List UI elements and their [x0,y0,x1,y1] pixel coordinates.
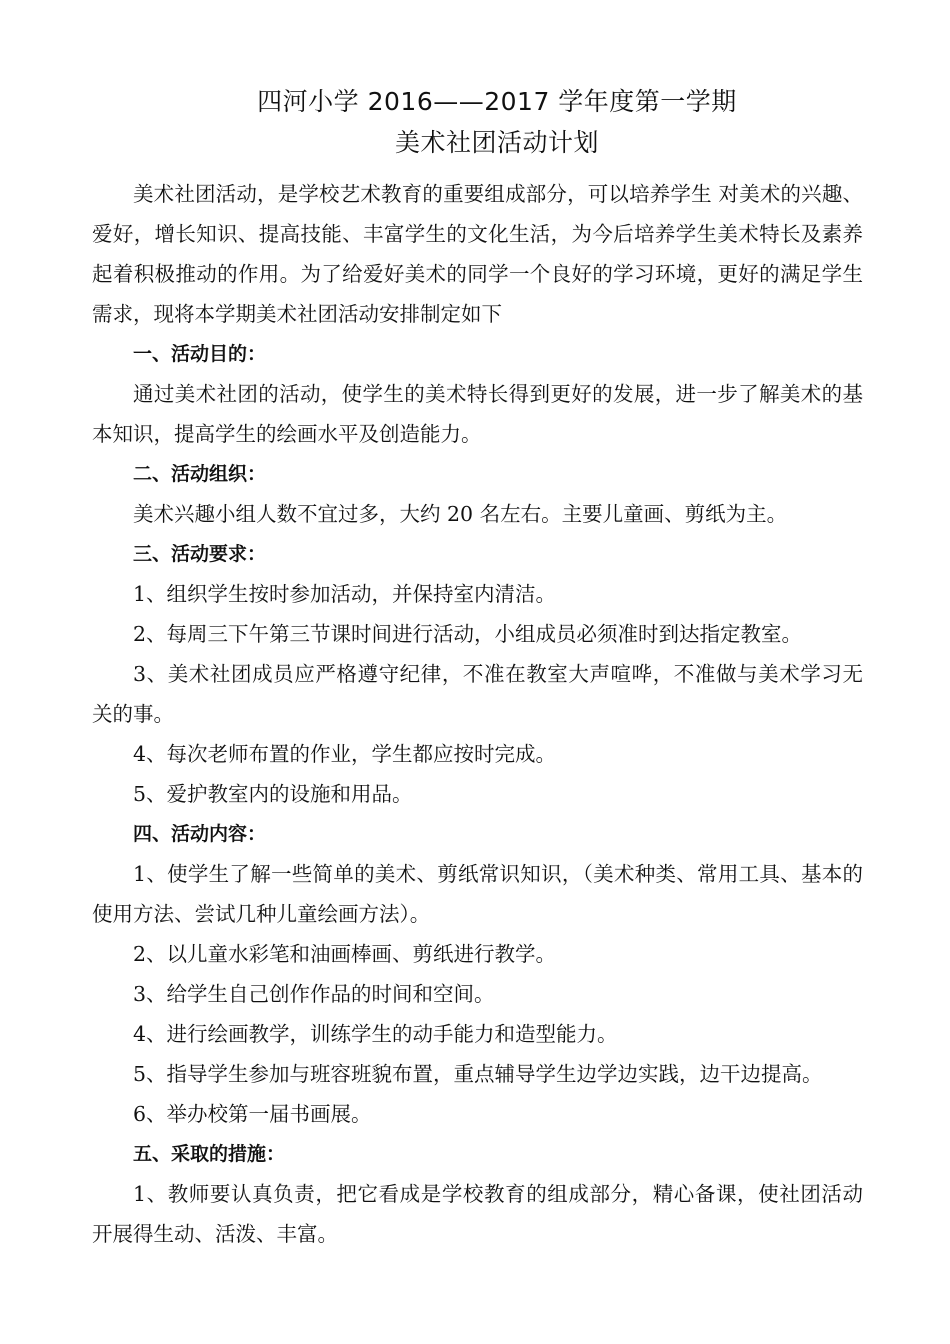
list-item: 6、举办校第一届书画展。 [133,1102,372,1126]
list-item: 1、使学生了解一些简单的美术、剪纸常识知识，（美术种类、常用工具、基本的使用方法、尝试几种儿童绘画方法）。 [92,862,863,926]
list-item: 2、每周三下午第三节课时间进行活动，小组成员必须准时到达指定教室。 [133,622,803,646]
section-paragraph: 美术兴趣小组人数不宜过多，大约 20 名左右。主要儿童画、剪纸为主。 [133,502,788,526]
document-title-line1: 四河小学 2016——2017 学年度第一学期 [257,87,737,116]
list-item: 3、美术社团成员应严格遵守纪律，不准在教室大声喧哗，不准做与美术学习无关的事。 [92,662,863,726]
section-paragraph: 通过美术社团的活动，使学生的美术特长得到更好的发展，进一步了解美术的基本知识，提高学生的绘画水平及创造能力。 [92,382,863,446]
document-body [92,174,863,1254]
list-item: 3、给学生自己创作作品的时间和空间。 [133,982,495,1006]
list-item: 1、组织学生按时参加活动，并保持室内清洁。 [133,582,557,606]
section-heading-purpose: 一、活动目的： [133,343,267,365]
list-item: 5、爱护教室内的设施和用品。 [133,782,413,806]
section-heading-measures: 五、采取的措施： [133,1143,286,1165]
section-heading-organization: 二、活动组织： [133,463,267,485]
list-item: 4、进行绘画教学，训练学生的动手能力和造型能力。 [133,1022,618,1046]
section-heading-requirements: 三、活动要求： [133,543,267,565]
list-item: 1、教师要认真负责，把它看成是学校教育的组成部分，精心备课，使社团活动开展得生动、活泼、丰富。 [92,1182,863,1246]
list-item: 4、每次老师布置的作业，学生都应按时完成。 [133,742,557,766]
intro-paragraph: 美术社团活动，是学校艺术教育的重要组成部分，可以培养学生 对美术的兴趣、爱好，增长知识、提高技能、丰富学生的文化生活，为今后培养学生美术特长及素养起着积极推动的作用。为了给爱好美术的同学一个良好的学习环境，更好的满足学生需求，现将本学期美术社团活动安排制定如下 [92,182,863,326]
section-heading-content: 四、活动内容： [133,823,267,845]
document-title-line2: 美术社团活动计划 [394,128,599,157]
list-item: 2、以儿童水彩笔和油画棒画、剪纸进行教学。 [133,942,557,966]
list-item: 5、指导学生参加与班容班貌布置，重点辅导学生边学边实践，边干边提高。 [133,1062,823,1086]
